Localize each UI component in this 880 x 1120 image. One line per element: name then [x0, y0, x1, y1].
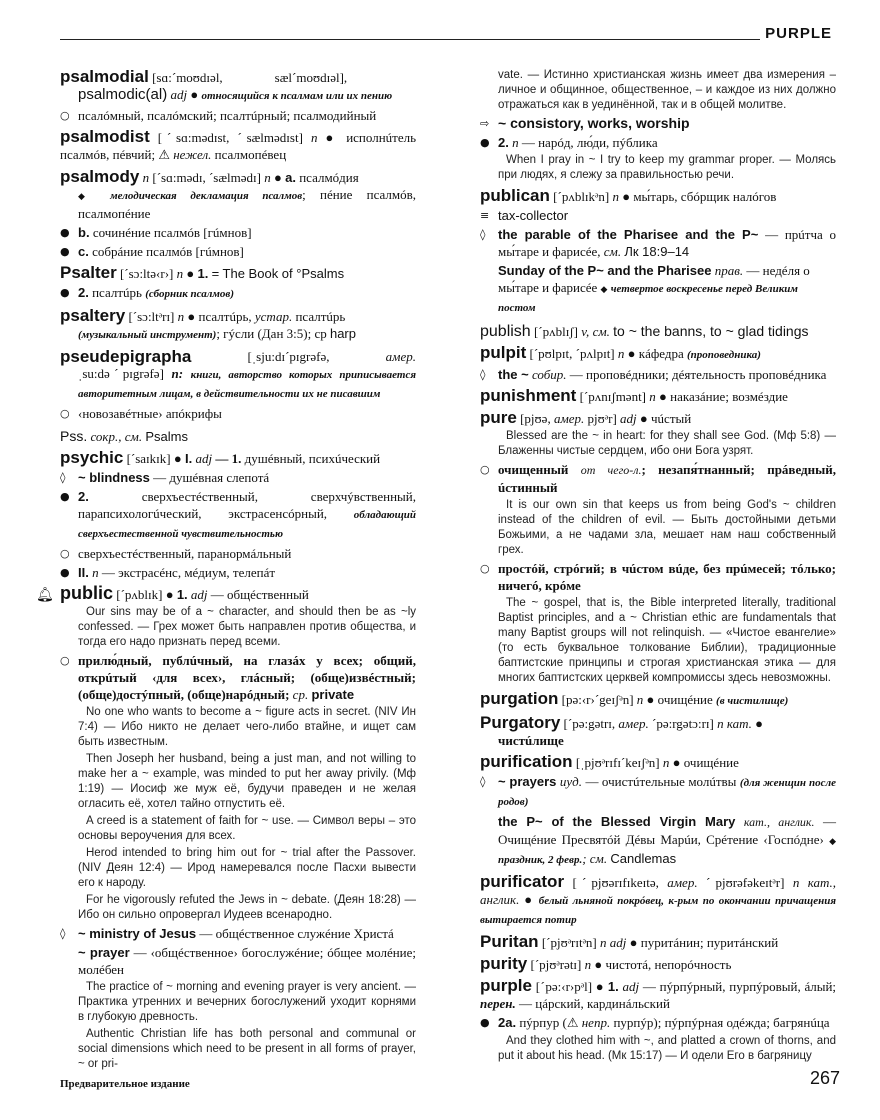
pronunciation: [ˊpjʊᵊrətɪ] — [530, 957, 582, 972]
note-diamond-icon: ◆ — [600, 284, 608, 294]
part-of-speech: adj — [195, 451, 213, 466]
headword: pulpit — [480, 343, 527, 362]
usage-label: непр. — [581, 1015, 611, 1030]
usage-label: кат., англик. — [743, 815, 815, 829]
entry-publish — [480, 323, 836, 340]
pronunciation: [ˊpə:gətrɪ, — [563, 716, 616, 731]
entry-purple — [480, 977, 836, 1064]
part-of-speech: v, — [581, 324, 590, 339]
part-of-speech: n — [662, 755, 670, 770]
definition: очищéние — [683, 755, 739, 770]
pronunciation: [ˊsɔ:ltə‹r›] — [119, 266, 174, 281]
bullet-icon: ● — [325, 130, 339, 145]
pronunciation: [ˊpʊlpɪt, ˊpʌlpɪt] — [529, 346, 615, 361]
variant-headword: psalmodic(al) — [78, 86, 168, 103]
part-of-speech: n — [92, 565, 99, 580]
note: (сборник псалмов) — [145, 288, 234, 300]
idiom-definition: — очистúтельные молúтвы — [585, 774, 737, 789]
warning-triangle-icon: ⚠ — [566, 1016, 579, 1031]
entry-psalmodial — [60, 68, 416, 124]
headword: public — [60, 583, 113, 603]
definition: мы́тарь, сбóрщик налóгов — [633, 189, 777, 204]
bullet-icon: ● — [639, 411, 648, 426]
definition: пуритáнин; пуритáнский — [640, 935, 779, 950]
pronunciation: pjʊᵊr] — [587, 411, 617, 426]
definition: относящийся к псалмам или их пению — [201, 90, 393, 102]
sense-number: 1. — [197, 266, 209, 281]
part-of-speech: n — [649, 389, 656, 404]
bullet-icon: ● — [622, 189, 631, 204]
cross-reference-link[interactable]: harp — [329, 326, 356, 341]
roman-numeral: I. — [184, 451, 193, 466]
example: The practice of ~ morning and evening prayer is very ancient. — Практика утренних и вечерних богослужений уходит корнями в глубокую древность. — [78, 981, 416, 1023]
definition: исполнúтель псалмóв, пéвчий; — [60, 130, 417, 162]
part-of-speech: adj — [620, 411, 637, 426]
definition: чистотá, непорóчность — [605, 957, 732, 972]
pronunciation: [ˊpjʊᵊrɪtᵊn] — [541, 935, 597, 950]
headword: Purgatory — [480, 713, 561, 732]
entry-purification — [480, 753, 836, 869]
definition: псалмóдия — [299, 170, 359, 185]
note-diamond-icon: ◆ — [829, 836, 837, 846]
definition: псалтúрь, — [198, 309, 252, 324]
headword: psalmody — [60, 167, 140, 186]
part-of-speech: n — [177, 309, 185, 324]
part-of-speech: n — [512, 135, 519, 150]
sub-definition: прилю́дный, публúчный, на глазáх у всех; общий, открúтый ‹для всех›, глáсный; (обще)извéстный; (обще)достýпный, (обще)нарóдный; — [78, 653, 416, 702]
bullet-icon: ● — [755, 716, 764, 731]
definition: — цáрский, кардинáльский — [519, 996, 670, 1011]
note: четвертое воскресенье перед Великим постом — [498, 283, 798, 314]
headword: psalmodist — [60, 127, 150, 146]
part-of-speech: n — [264, 170, 271, 185]
idiom: ~ blindness — [78, 470, 150, 485]
warning-triangle-icon: ⚠ — [158, 148, 170, 163]
entry-purgation — [480, 690, 836, 710]
sub-definition-cont: ; незапя́тнанный; прáведный, úстинный — [498, 462, 836, 495]
usage-label: кат., англик. — [480, 875, 837, 907]
circle-marker-icon: ○ — [60, 547, 70, 560]
pronunciation: [ˊsɑ:mədɪst, ˊsælmədɪst] — [157, 130, 303, 145]
bullet-icon: ● — [480, 1016, 490, 1029]
sense-number: 1. — [607, 979, 619, 994]
sense-number: 2. — [78, 285, 89, 300]
part-of-speech: n — [612, 189, 619, 204]
sub-definition: простóй, стрóгий; в чúстом вúде, без прúмесей; тóлько; ничегó, крóме — [498, 561, 836, 593]
example: And they clothed him with ~, and platted a crown of thorns, and put it about his head. (Мк 15:17) — И одели Его в багряницу — [498, 1035, 836, 1062]
usage-label: см. — [603, 244, 622, 259]
entry-psalmody — [60, 168, 416, 260]
entry-pure — [480, 409, 836, 686]
bullet-icon: ● — [173, 451, 182, 466]
see-also-links[interactable]: ~ consistory, works, worship — [498, 115, 690, 131]
cross-reference-link[interactable]: Candlemas — [610, 851, 677, 866]
entry-purity — [480, 955, 836, 973]
pronunciation: [pjʊə, — [520, 411, 551, 426]
example: The ~ gospel, that is, the Bible interpreted literally, traditional Baptist principles, and a ~ Christian ethic are fundamentals that many Baptist groups will not relinquish. — «Чистое евангелие» (то есть буквальное толкование Библии), традиционные баптистские принципы и строгая христианская этика — для многих баптистских церквей компромиссы здесь невозможны. — [498, 597, 836, 684]
pronunciation: [ˊsɔ:ltᵊrɪ] — [128, 309, 175, 324]
note: праздник, 2 февр. — [498, 854, 583, 866]
idiom-definition: — недéля о мы́таре и фарисéе — [498, 263, 810, 295]
note: мелодическая декламация псалмов — [110, 190, 303, 202]
headword: purificator — [480, 872, 565, 891]
circle-marker-icon: ○ — [60, 407, 70, 420]
left-column — [36, 67, 417, 1076]
synonym-icon: ≡ — [480, 209, 490, 222]
definition: — экстрасéнс, мéдиум, телепáт — [101, 565, 276, 580]
headword: publican — [480, 186, 550, 205]
edition-label: Предварительное издание — [60, 1078, 190, 1090]
bell-icon: 🔔︎ — [36, 587, 54, 603]
headword: punishment — [480, 386, 577, 405]
idiom-definition: — прúтча о мы́таре и фарисéе, — [498, 227, 837, 259]
usage-label: см. — [592, 324, 610, 339]
pronunciation: [ˊpə:‹r›pᵊl] — [535, 979, 593, 994]
entry-psalmodist — [60, 128, 416, 164]
headword: Psalter — [60, 263, 117, 282]
entry-psalter — [60, 264, 416, 303]
example-continued: vate. — Истинно христианская жизнь имеет два измерения – личное и общинное, общественное, – и каждое из них должно отражаться как в уединённой, так и в общей молитве. — [498, 69, 836, 111]
part-of-speech: n: — [171, 366, 184, 381]
bullet-icon: ● — [60, 226, 70, 239]
circle-marker-icon: ○ — [480, 463, 490, 476]
pronunciation: [pə:‹r›ˊgeɪʃᵊn] — [561, 692, 634, 707]
bullet-icon: ● — [659, 389, 667, 404]
headword: psychic — [60, 448, 124, 467]
part-of-speech: n — [584, 957, 592, 972]
usage-label: прав. — [714, 263, 744, 278]
idiom: the P~ of the Blessed Virgin Mary — [498, 814, 736, 829]
definition: сверхъестéственный, сверхчýвственный, парапсихологúческий, экстрасенсóрный, — [78, 489, 416, 521]
diamond-marker-icon: ◊ — [480, 228, 486, 241]
usage-label: собир. — [531, 367, 567, 382]
headword: purification — [480, 752, 573, 771]
usage-label: кат. — [726, 716, 752, 731]
sub-definition: сверхъестéственный, паранормáльный — [78, 546, 292, 561]
example: It is our own sin that keeps us from being God's ~ children instead of the children of evil. — Быть достойными детьми Божьими, а не чадами зла, мешает нам наш собственный грех. — [498, 499, 836, 556]
bullet-icon: ● — [187, 309, 196, 324]
part-of-speech: n adj — [600, 935, 627, 950]
usage-label: перен. — [480, 996, 516, 1011]
idiom-definition: — проповéдники; дéятельность проповéдника — [569, 367, 827, 382]
usage-label: иуд. — [559, 774, 582, 789]
definition: собрáние псалмóв [гúмнов] — [92, 244, 244, 259]
headword: psalmodial — [60, 67, 149, 86]
part-of-speech: n — [310, 130, 318, 145]
entry-psychic — [60, 449, 416, 581]
pronunciation: [ˌsju:dɪˊpɪgrəfə, — [247, 349, 330, 364]
bullet-icon: ● — [165, 587, 174, 602]
sense-label: a. — [285, 170, 296, 185]
sense-label: b. — [78, 225, 90, 240]
idiom: ~ prayers — [498, 774, 557, 789]
pronunciation: [ˊpʌblɪʃ] — [533, 324, 578, 339]
idiom: Sunday of the P~ and the Pharisee — [498, 263, 712, 278]
sense-number: — 1. — [215, 451, 242, 466]
headword: pseudepigrapha — [60, 347, 192, 366]
definition: книги, авторство которых приписывается авторитетным лицам, в действительности их не писавшим — [78, 369, 416, 400]
entry-purificator — [480, 873, 836, 929]
idiom: the ~ — [498, 367, 529, 382]
headword: purgation — [480, 689, 559, 708]
bullet-icon: ● — [627, 346, 636, 361]
entry-publican — [480, 187, 836, 317]
bullet-icon: ● — [60, 566, 70, 579]
note: (в чистилище) — [716, 695, 789, 707]
example: When I pray in ~ I try to keep my grammar proper. — Молясь при людях, я слежу за правильностью речи. — [498, 154, 836, 181]
diamond-marker-icon: ◊ — [480, 775, 486, 788]
sense-number: 2. — [78, 489, 89, 504]
example: Our sins may be of a ~ character, and should then be as ~ly confessed. — Грех может быть направлен против общества, и тогда его надо признать перед всеми. — [78, 606, 416, 648]
headword: purple — [480, 976, 532, 995]
entry-pulpit — [480, 344, 836, 383]
circle-marker-icon: ○ — [60, 654, 70, 667]
entry-punishment — [480, 387, 836, 405]
part-of-speech: n — [792, 875, 800, 890]
definition: — пýрпýрный, пурпýровый, áлый; — [642, 979, 837, 994]
note-diamond-icon: ◆ — [78, 191, 96, 201]
bullet-icon: ● — [524, 892, 534, 907]
example: A creed is a statement of faith for ~ use. — Символ веры – это основы вероучения для всех. — [78, 815, 416, 842]
sub-definition: ‹новозавéтные› апóкрифы — [78, 406, 222, 421]
synonym[interactable]: tax-collector — [498, 208, 569, 223]
note: (музыкальный инструмент) — [78, 329, 217, 341]
note: обладающий сверхъестественной чувствительностью — [78, 509, 416, 540]
bullet-icon: ● — [595, 979, 605, 994]
part-of-speech: n — [717, 716, 724, 731]
definition: = The Book of °Psalms — [211, 266, 345, 281]
definition: очищéние — [657, 692, 713, 707]
idiom: the parable of the Pharisee and the P~ — [498, 227, 759, 242]
usage-label: от чего-л. — [580, 463, 642, 477]
roman-numeral: II. — [78, 565, 89, 580]
definition: чистúлище — [498, 733, 564, 748]
example: No one who wants to become a ~ figure acts in secret. (NIV Ин 7:4) — Ибо никто не делает чего-либо втайне, и ищет сам быть известным. — [78, 706, 416, 748]
part-of-speech: adj — [170, 87, 188, 102]
right-column — [480, 66, 836, 1068]
entry-public — [36, 583, 417, 1072]
definition-cont: ; гýсли (Дан 3:5); cp — [216, 326, 327, 341]
bullet-icon: ● — [60, 245, 70, 258]
usage-label: амер. — [553, 411, 585, 426]
diamond-marker-icon: ◊ — [480, 368, 486, 381]
usage-label: амер. — [385, 349, 416, 364]
headword: Puritan — [480, 932, 539, 951]
definition: — общéственный — [210, 587, 309, 602]
pronunciation: [ˊpʌblɪk] — [116, 587, 163, 602]
headword: psaltery — [60, 306, 126, 325]
header-rule — [60, 39, 760, 40]
usage-label: нежел. — [173, 147, 212, 162]
diamond-marker-icon: ◊ — [60, 927, 66, 940]
sense-number: 2. — [498, 135, 509, 150]
pronunciation: ˊpə:rgətɔ:rɪ] — [652, 716, 714, 731]
part-of-speech: adj — [190, 587, 208, 602]
note: (проповедника) — [687, 349, 761, 361]
example: For he vigorously refuted the Jews in ~ debate. (Деян 18:28) — Ибо он сильно опровергал Иудеев всенародно. — [78, 894, 416, 921]
see-also-arrow-icon: ⇨ — [480, 117, 490, 130]
entry-pss — [60, 428, 416, 445]
sub-definition: псалóмный, псалóмский; псалтúрный; псалмодийный — [78, 108, 377, 123]
bullet-icon: ● — [60, 490, 70, 503]
pronunciation: [ˊsaɪkɪk] — [126, 451, 171, 466]
pronunciation: [ˊpʌblɪkᵊn] — [553, 189, 610, 204]
entry-purgatory — [480, 714, 836, 749]
bullet-icon: ● — [646, 692, 655, 707]
headword: purity — [480, 954, 528, 973]
usage-label: амер. — [667, 875, 698, 890]
running-header — [60, 22, 840, 42]
pronunciation: [ˊpjʊərɪfɪkeɪtə, — [572, 875, 659, 890]
usage-label: устар. — [254, 309, 293, 324]
definition: кáфедра — [638, 346, 684, 361]
definition: псалтúрь — [92, 285, 142, 300]
definition: наказáние; возмéздие — [670, 389, 788, 404]
bullet-icon: ● — [672, 755, 681, 770]
note: (для женщин после родов) — [498, 777, 837, 808]
definition: душéвный, психúческий — [244, 451, 381, 466]
idiom: ~ ministry of Jesus — [78, 926, 197, 941]
idiom-definition: — душéвная слепотá — [153, 470, 270, 485]
sub-definition: очищенный — [498, 462, 569, 477]
sense-label: c. — [78, 244, 89, 259]
definition: псалтúрь — [295, 309, 346, 324]
part-of-speech: adj — [622, 979, 640, 994]
bullet-icon: ● — [594, 957, 603, 972]
entry-puritan — [480, 933, 836, 951]
diamond-marker-icon: ◊ — [60, 471, 66, 484]
usage-label: сокр., см. — [90, 429, 143, 444]
headword: pure — [480, 408, 517, 427]
sense-number: 1. — [176, 587, 188, 602]
definition: сочинéние псалмóв [гúмнов] — [92, 225, 252, 240]
pronunciation: [sɑ:ˊmoʊdɪəl, sælˊmoʊdɪəl], — [152, 70, 348, 85]
bullet-icon: ● — [480, 136, 490, 149]
entry-pseudepigrapha — [60, 348, 416, 422]
pronunciation: [ˊpʌnɪʃmənt] — [579, 389, 647, 404]
usage-label: амер. — [618, 716, 649, 731]
pronunciation: [ˌpjʊᵊrɪfɪˊkeɪʃᵊn] — [575, 755, 660, 770]
example: Blessed are the ~ in heart: for they shall see God. (Мф 5:8) — Блаженны чистые сердцем, ибо они Бога узрят. — [498, 430, 836, 457]
definition-cont: пурпýр); пýрпýрная одéжда; багрянúца — [613, 1015, 830, 1030]
bullet-icon: ● — [273, 170, 282, 185]
part-of-speech: n — [176, 266, 184, 281]
idiom: ~ prayer — [78, 945, 130, 960]
part-of-speech: n — [617, 346, 625, 361]
bullet-icon: ● — [629, 935, 638, 950]
example: Herod intended to bring him out for ~ trial after the Passover. (NIV Деян 12:4) — Ирод намеревался после Пасхи вывести его к народу. — [78, 847, 416, 889]
cross-reference-link[interactable]: to ~ the banns, to ~ glad tidings — [613, 323, 809, 339]
sense-number: 2a. — [498, 1015, 517, 1030]
bullet-icon: ● — [60, 286, 70, 299]
example: Authentic Christian life has both personal and communal or social dimensions which need to be present in all forms of prayer, ~ or pri- — [78, 1028, 416, 1070]
definition: чúстый — [651, 411, 692, 426]
part-of-speech: n — [142, 170, 150, 185]
header-guide-word: PURPLE — [765, 25, 832, 42]
idiom-definition: — Очищéние Пресвятóй Дéвы Марúи, Срéтение ‹Госпóдне› — [498, 814, 837, 847]
part-of-speech: n — [636, 692, 644, 707]
idiom-definition: — ‹общéственное› богослужéние; óбщее молéние; молéбен — [78, 945, 417, 977]
circle-marker-icon: ○ — [480, 562, 490, 575]
idiom-definition: — общéственное служéние Христá — [199, 926, 394, 941]
scripture-reference: Лк 18:9–14 — [624, 244, 690, 259]
pronunciation: ˊpjʊrəfəkeɪtᵊr] — [705, 875, 785, 890]
usage-label: ; см. — [582, 851, 608, 866]
definition: белый льняной покрóвец, к-рым по окончании причащения вытирается потир — [480, 895, 836, 926]
usage-label: cp. — [292, 687, 309, 702]
bullet-icon: ● — [190, 87, 199, 102]
entry-psaltery — [60, 307, 416, 344]
page-number: 267 — [809, 1068, 840, 1088]
pronunciation: [ˊsɑ:mədɪ, ˊsælmədɪ] — [152, 170, 261, 185]
example: Then Joseph her husband, being a just man, and not willing to make her a ~ example, was minded to put her away privily. (Мф 1:19) — Иосиф же муж её, будучи праведен и не желая огласить её, хотел тайно отпустить её. — [78, 753, 416, 810]
definition-cont: ; пéние псалмóв, псалмопéние — [78, 187, 416, 221]
cross-reference-link[interactable]: Psalms — [145, 429, 188, 444]
definition: — нарóд, лю́ди, пýблика — [521, 135, 658, 150]
usage-alternative: псалмопéвец — [214, 147, 287, 162]
headword: publish — [480, 323, 531, 340]
headword: Pss. — [60, 428, 88, 444]
bullet-icon: ● — [186, 266, 195, 281]
pronunciation: ˌsu:dəˊpɪgrəfə] — [78, 366, 164, 381]
circle-marker-icon: ○ — [60, 109, 70, 122]
definition: пýрпур ( — [519, 1015, 567, 1030]
cross-reference-link[interactable]: private — [311, 687, 355, 702]
